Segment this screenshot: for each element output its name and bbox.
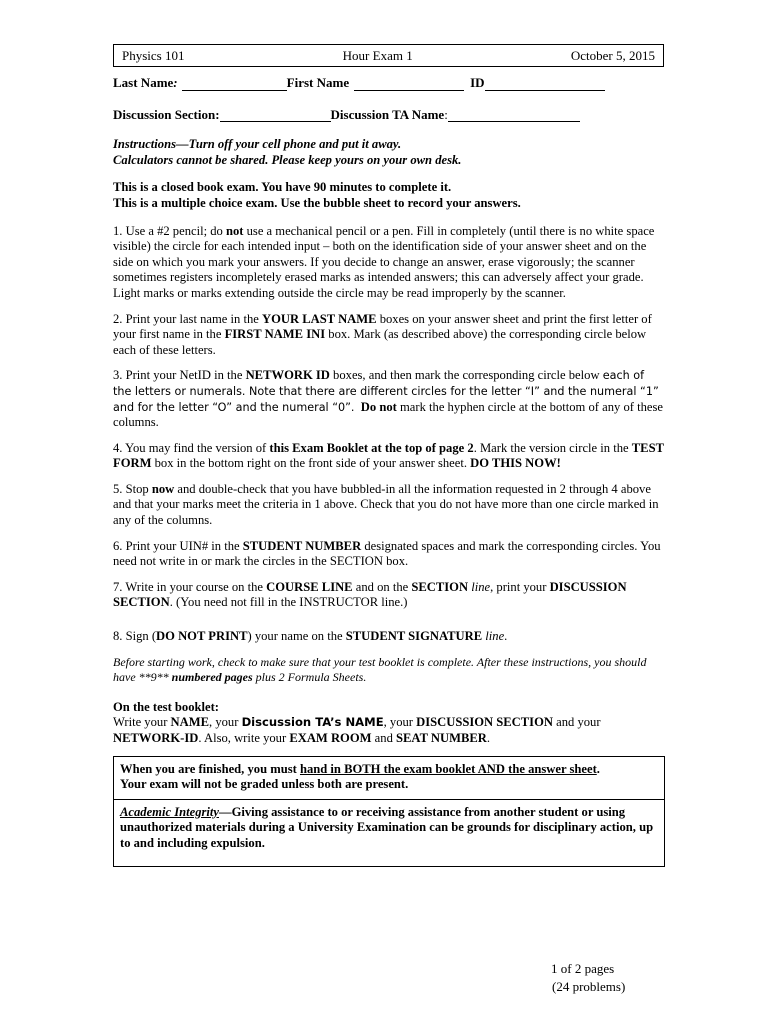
booklet-exam-room: EXAM ROOM (289, 731, 372, 745)
item-5-now: now (151, 481, 175, 496)
item-6-text-c: designated spaces and mark the corresponding circles. You need not write in or mark the circles in the SECTION box. (113, 538, 661, 569)
discussion-row (113, 107, 664, 123)
closed-book-block (113, 180, 664, 211)
item-7-text-c: and on the (352, 579, 412, 594)
discussion-section-label: Discussion Section: (113, 106, 220, 122)
instruction-item-1 (113, 224, 664, 302)
item-1-text-c: use a mechanical pencil or a pen. Fill in completely (until there is no white space visible) the circle for each intended input – both on the identification side of your answer sheet and on the side on which you mark your answers. If you decide to change an answer, erase vigorously; the scanner sometimes registers incompletely erased marks as intended answers; this can adversely affect your grade. Light marks or marks extending outside the circle may be read improperly by the scanner. (113, 223, 655, 300)
test-booklet-section (113, 700, 664, 747)
item-8-period: . (504, 629, 508, 644)
before-starting-note (113, 655, 664, 686)
item-8-do-not-print: DO NOT PRINT (156, 629, 248, 644)
instruction-item-5 (113, 482, 664, 529)
closed-book-line-1: This is a closed book exam. You have 90 minutes to complete it. (113, 180, 452, 195)
before-start-text-a: Before starting work, check to make sure that your test booklet is complete. After these instructions, you should have **9** (113, 654, 647, 685)
instruction-item-6 (113, 539, 664, 570)
item-2-text-e: box. Mark (as described above) the corresponding circle below each of these letters. (113, 327, 647, 357)
item-1-emphasis: not (225, 223, 244, 238)
first-name-blank[interactable] (354, 77, 464, 91)
discussion-ta-colon: : (444, 106, 448, 122)
booklet-network-id: NETWORK-ID (113, 731, 199, 745)
test-booklet-title: On the test booklet: (113, 699, 219, 714)
item-4-text-a: 4. You may find the version of (113, 440, 270, 455)
test-booklet-text (113, 715, 664, 746)
item-8-student-signature: STUDENT SIGNATURE (345, 629, 483, 644)
item-7-discussion-section: DISCUSSION SECTION (113, 579, 627, 610)
booklet-text-i: . Also, write your (198, 731, 290, 745)
booklet-name: NAME (170, 715, 210, 730)
finished-line-2: Your exam will not be graded unless both are present. (120, 777, 409, 792)
item-3-text-d: each of the letters or numerals. Note that there are different circles for the letter “I” and the numeral “1” and for the letter “O” and the numeral “0”. (113, 369, 659, 414)
last-name-blank[interactable] (182, 77, 287, 91)
item-8-text-c: ) your name on the (247, 629, 346, 644)
item-2-text-c: boxes on your answer sheet and print the first letter of your first name in the (113, 311, 652, 342)
item-2-text-a: 2. Print your last name in the (113, 311, 263, 326)
page-footer (551, 960, 625, 996)
id-label: ID (470, 75, 485, 90)
instruction-item-4 (113, 441, 664, 472)
exam-title: Hour Exam 1 (342, 47, 413, 63)
academic-integrity-notice (114, 799, 664, 866)
discussion-ta-blank[interactable] (448, 108, 580, 122)
course-title: Physics 101 (122, 47, 185, 63)
exam-cover-page (113, 44, 664, 867)
instructions-line-2: Calculators cannot be shared. Please keep yours on your own desk. (113, 152, 462, 167)
item-2-your-last-name: YOUR LAST NAME (262, 311, 377, 326)
item-7-course-line: COURSE LINE (266, 579, 353, 594)
item-4-text-c: . Mark the version circle in the (473, 440, 632, 455)
instruction-item-3 (113, 368, 664, 430)
item-7-section: SECTION (411, 579, 469, 594)
instruction-item-7 (113, 580, 664, 611)
item-8-text-a: 8. Sign ( (113, 629, 157, 644)
item-4-booklet-location: this Exam Booklet at the top of page 2 (269, 440, 474, 455)
last-name-colon: : (173, 75, 178, 90)
booklet-seat-number: SEAT NUMBER (396, 731, 487, 745)
booklet-text-g: and your (552, 715, 601, 730)
booklet-discussion-section: DISCUSSION SECTION (416, 715, 553, 730)
item-1-text-a: 1. Use a #2 pencil; do (113, 223, 226, 238)
discussion-section-blank[interactable] (220, 108, 331, 122)
item-5-text-a: 5. Stop (113, 481, 152, 496)
discussion-ta-label: Discussion TA Name (330, 106, 445, 122)
item-2-first-name-ini: FIRST NAME INI (224, 327, 326, 342)
item-3-do-not: Do not (360, 399, 397, 414)
finished-text-a: When you are finished, you must (120, 761, 300, 776)
instruction-item-2 (113, 312, 664, 359)
item-7-text-a: 7. Write in your course on the (113, 579, 267, 594)
before-start-text-c: plus 2 Formula Sheets. (252, 670, 367, 685)
finished-period: . (596, 761, 600, 776)
booklet-text-a: Write your (113, 715, 171, 730)
item-4-test-form: TEST FORM (113, 440, 664, 471)
instruction-item-8 (113, 629, 664, 645)
exam-header (113, 44, 664, 67)
instructions-block (113, 137, 664, 168)
finish-integrity-box (113, 756, 665, 867)
item-7-line: line (471, 579, 491, 594)
instructions-line-1: Instructions—Turn off your cell phone and put it away. (113, 137, 402, 152)
item-3-text-c: boxes, and then mark the corresponding circle below (329, 368, 600, 383)
booklet-ta-name: Discussion TA’s NAME (241, 715, 384, 730)
item-7-text-h: . (You need not fill in the INSTRUCTOR line.) (169, 595, 408, 610)
page-count: 1 of 2 pages (551, 961, 615, 976)
item-6-student-number: STUDENT NUMBER (242, 538, 362, 553)
problem-count: (24 problems) (552, 979, 626, 994)
item-7-text-f: , print your (490, 579, 550, 594)
id-blank[interactable] (485, 77, 605, 91)
item-8-line: line (485, 629, 505, 644)
item-3-network-id: NETWORK ID (245, 368, 330, 383)
academic-integrity-text: —Giving assistance to or receiving assistance from another student or using unauthorized materials during a University Examination can be grounds for disciplinary action, up to and including expulsion. (120, 804, 654, 850)
booklet-text-k: and (371, 731, 397, 745)
closed-book-line-2: This is a multiple choice exam. Use the bubble sheet to record your answers. (113, 195, 521, 210)
booklet-text-c: , your (209, 715, 242, 730)
item-3-text-f: mark the hyphen circle at the bottom of any of these columns. (113, 399, 663, 430)
first-name-label: First Name (286, 75, 350, 90)
item-3-text-a: 3. Print your NetID in the (113, 368, 246, 383)
finished-hand-in-both: hand in BOTH the exam booklet AND the answer sheet (299, 761, 597, 776)
finished-notice (114, 757, 664, 799)
booklet-text-e: , your (383, 715, 417, 730)
item-5-text-c: and double-check that you have bubbled-in all the information requested in 2 through 4 above and that your marks meet the criteria in 1 above. Check that you do not have more than one circle marked in any of the columns. (113, 481, 659, 528)
student-name-row (113, 75, 664, 91)
academic-integrity-label: Academic Integrity (120, 804, 219, 819)
finished-line-1 (120, 762, 658, 778)
last-name-label: Last Name (113, 75, 174, 90)
item-6-text-a: 6. Print your UIN# in the (113, 538, 243, 553)
item-4-text-e: box in the bottom right on the front side of your answer sheet. (151, 456, 471, 471)
booklet-period: . (486, 731, 491, 745)
before-start-numbered-pages: numbered pages (171, 670, 253, 685)
item-4-do-this-now: DO THIS NOW! (470, 456, 561, 471)
exam-date: October 5, 2015 (570, 47, 655, 63)
